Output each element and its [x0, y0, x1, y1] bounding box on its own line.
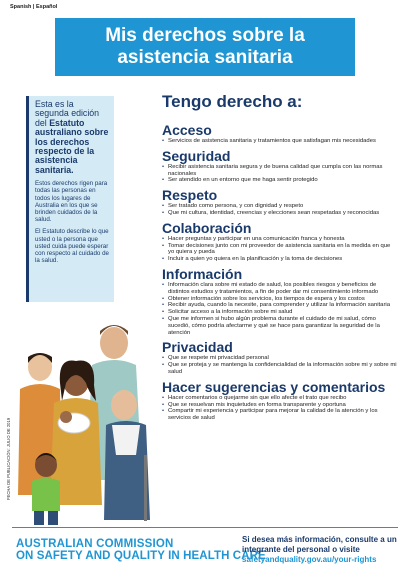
list-item: • Obtener información sobre los servicios, los tiempos de espera y los costos: [162, 296, 398, 303]
intro-text-a: Esta es la segunda edición del: [35, 99, 100, 128]
rights-list: [162, 122, 398, 425]
list-item: • Hacer preguntas y participar en una comunicación franca y honesta: [162, 236, 398, 243]
list-item: • Que me informen si hubo algún problema durante el cuidado de mi salud, cómo sucedió, cómo podría afectarme y qué se hace para garantizar la seguridad de la atención: [162, 316, 398, 336]
page-title-line2: asistencia sanitaria: [117, 47, 293, 68]
footer-divider: [12, 527, 398, 528]
section-acceso: [162, 122, 398, 145]
list-item: • Incluir a quien yo quiera en la planificación y la toma de decisiones: [162, 256, 398, 263]
list-item: • Hacer comentarios o quejarme sin que ello afecte el trato que recibo: [162, 395, 398, 402]
section-informacion: [162, 266, 398, 336]
list-item: • Que mi cultura, identidad, creencias y elecciones sean respetadas y reconocidas: [162, 210, 398, 217]
list-item: • Solicitar acceso a la información sobre mi salud: [162, 309, 398, 316]
section-title: Información: [162, 265, 243, 282]
section-comentarios: [162, 379, 398, 422]
list-item: • Compartir mi experiencia y participar para mejorar la calidad de la atención y los servicios de salud: [162, 408, 398, 422]
section-respeto: [162, 187, 398, 217]
section-title: Respeto: [162, 187, 218, 204]
section-title: Colaboración: [162, 219, 252, 236]
title-banner: [55, 18, 355, 76]
list-item: • Recibir ayuda, cuando la necesite, para comprender y utilizar la información sanitaria: [162, 302, 398, 309]
org-name-line2: ON SAFETY AND QUALITY IN HEALTH CARE: [16, 550, 266, 562]
list-item: • Ser atendido en un entorno que me haga sentir protegido: [162, 177, 398, 184]
section-privacidad: [162, 339, 398, 375]
rights-heading: Tengo derecho a:: [162, 92, 303, 111]
intro-text: [35, 100, 109, 175]
list-item: • Que se proteja y se mantenga la confidencialidad de la información sobre mi y sobre mi salud: [162, 362, 398, 376]
section-seguridad: [162, 148, 398, 184]
list-item: • Servicios de asistencia sanitaria y tratamientos que satisfagan mis necesidades: [162, 138, 398, 145]
intro-text-b: Estatuto australiano sobre los derechos respecto de la asistencia sanitaria.: [35, 117, 109, 175]
list-item: • Que se resuelvan mis inquietudes en forma transparente y oportuna: [162, 402, 398, 409]
list-item: • Información clara sobre mi estado de salud, los posibles riesgos y beneficios de distintos estudios y tratamientos, a fin de poder dar mi consentimiento informado: [162, 282, 398, 296]
language-label: Spanish | Español: [10, 4, 58, 10]
more-info: [242, 535, 402, 565]
publication-date: FECHA DE PUBLICACIÓN: JULIO DE 2019: [6, 417, 11, 500]
section-title: Seguridad: [162, 147, 231, 164]
more-info-text: Si desea más información, consulte a un integrante del personal o visite: [242, 535, 397, 554]
people-illustration: [14, 305, 156, 525]
section-title: Hacer sugerencias y comentarios: [162, 378, 386, 395]
organization-logo: [16, 538, 266, 562]
footer: [0, 524, 410, 580]
list-item: • Que se respete mi privacidad personal: [162, 355, 398, 362]
list-item: • Tomar decisiones junto con mi proveedor de asistencia sanitaria en la medida en que yo quiera y pueda: [162, 243, 398, 257]
website-link[interactable]: safetyandquality.gov.au/your-rights: [242, 555, 377, 564]
org-name-line1: AUSTRALIAN COMMISSION: [16, 538, 174, 550]
sidebar-paragraph-1: Estos derechos rigen para todas las personas en todos los lugares de Australia en los que se brinden cuidados de la salud.: [35, 180, 108, 224]
section-title: Privacidad: [162, 339, 233, 356]
section-colaboracion: [162, 220, 398, 263]
section-title: Acceso: [162, 122, 212, 138]
intro-sidebar: [26, 96, 114, 302]
page-title-line1: Mis derechos sobre la: [105, 25, 305, 46]
sidebar-paragraph-2: El Estatuto describe lo que usted o la persona que usted cuida puede esperar con respecto al cuidado de la salud.: [35, 228, 109, 265]
list-item: • Ser tratado como persona, y con dignidad y respeto: [162, 203, 398, 210]
list-item: • Recibir asistencia sanitaria segura y de buena calidad que cumpla con las normas nacionales: [162, 164, 398, 178]
